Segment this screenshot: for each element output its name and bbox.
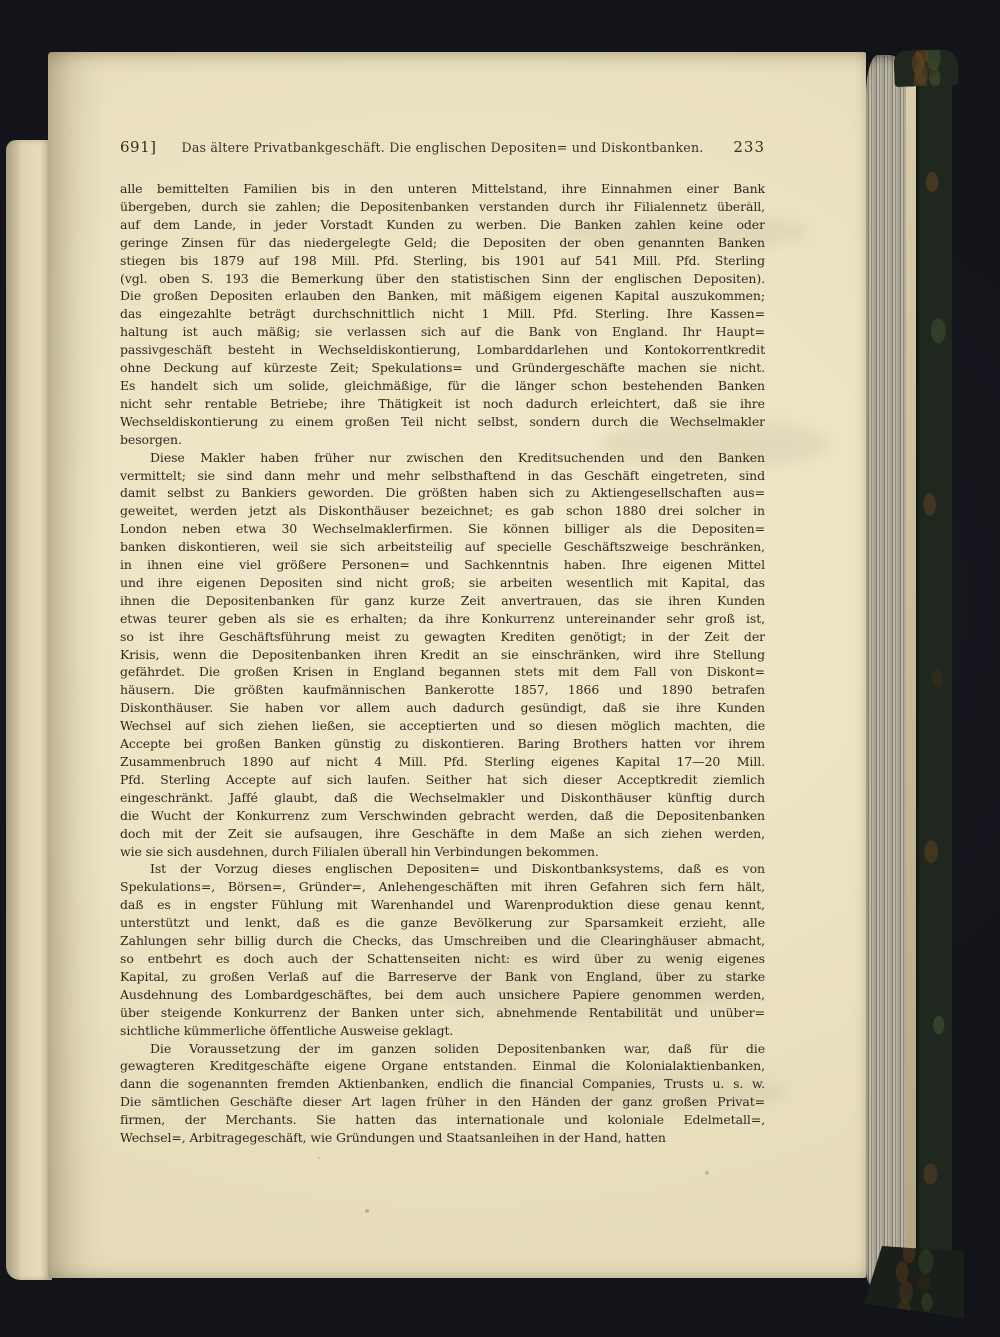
text-body [120, 180, 765, 1152]
text-line: Ausdehnung des Lombardgeschäftes, bei dem auch unsichere Papiere genommen werden, [120, 986, 765, 1002]
text-line: Spekulations=, Börsen=, Gründer=, Anlehengeschäften mit ihren Gefahren sich fern hält, [120, 879, 765, 895]
running-title: Das ältere Privatbankgeschäft. Die englischen Depositen= und Diskontbanken. [181, 140, 704, 155]
text-line: Wechsel=, Arbitragegeschäft, wie Gründungen und Staatsanleihen in der Hand, hatten [120, 1130, 666, 1146]
text-line: auf dem Lande, in jeder Vorstadt Kunden zu werben. Die Banken zahlen keine oder [120, 216, 765, 232]
text-line: in ihnen eine viel größere Personen= und Sachkenntnis haben. Ihre eigenen Mittel [120, 557, 765, 573]
text-line: Pfd. Sterling Accepte auf sich laufen. Seither hat sich dieser Acceptkredit ziemlich [120, 771, 765, 787]
text-line: ohne Deckung auf kürzeste Zeit; Spekulations= und Gründergeschäfte machen sie nicht. [120, 360, 765, 376]
text-line: und ihre eigenen Depositen sind nicht groß; sie arbeiten wesentlich mit Kapital, das [120, 574, 765, 590]
text-line: so ist ihre Geschäftsführung meist zu gewagten Krediten genötigt; in der Zeit der [120, 628, 765, 644]
text-line: übergeben, durch sie zahlen; die Depositenbanken verstanden durch ihr Filialennetz überall, [120, 198, 765, 214]
text-line: Diese Makler haben früher nur zwischen den Kreditsuchenden und den Banken [150, 449, 765, 465]
text-line: so entbehrt es doch auch der Schattenseiten nicht: es wird über zu wenig eigenes [120, 950, 765, 966]
text-line: (vgl. oben S. 193 die Bemerkung über den statistischen Sinn der englischen Depositen). [120, 270, 765, 286]
book-cover-corner-top [893, 49, 958, 87]
text-line: firmen, der Merchants. Sie hatten das internationale und koloniale Edelmetall=, [120, 1112, 765, 1128]
text-line: Accepte bei großen Banken günstig zu diskontieren. Baring Brothers hatten vor ihrem [120, 736, 765, 752]
text-line: damit selbst zu Bankiers geworden. Die größten haben sich zu Aktiengesellschaften aus= [120, 485, 765, 501]
text-line: vermittelt; sie sind dann mehr und mehr selbsthaftend in das Geschäft eingetreten, sind [120, 467, 765, 483]
text-line: Ist der Vorzug dieses englischen Depositen= und Diskontbanksystems, daß es von [150, 861, 765, 877]
text-line: ihnen die Depositenbanken für ganz kurze Zeit anvertrauen, das sie ihren Kunden [120, 592, 765, 608]
text-line: häusern. Die größten kaufmännischen Bankerotte 1857, 1866 und 1890 betrafen [120, 682, 765, 698]
text-line: daß es in engster Fühlung mit Warenhandel und Warenproduktion diese genau kennt, [120, 897, 765, 913]
page-number: 233 [733, 138, 765, 156]
text-line: Die großen Depositen erlauben den Banken, mit mäßigem eigenen Kapital auszukommen; [120, 288, 765, 304]
text-line: banken diskontieren, weil sie sich arbeitsteilig auf specielle Geschäftszweige beschränken, [120, 539, 765, 555]
text-line: gewagteren Kreditgeschäfte eigene Organe entstanden. Einmal die Kolonialaktienbanken, [120, 1058, 765, 1074]
text-line: Zahlungen sehr billig durch die Checks, das Umschreiben und die Clearinghäuser abmacht, [120, 933, 765, 949]
text-line: London neben etwa 30 Wechselmaklerfirmen. Sie können billiger als die Depositen= [120, 521, 765, 537]
text-line: das eingezahlte beträgt durchschnittlich nicht 1 Mill. Pfd. Sterling. Ihre Kassen= [120, 306, 765, 322]
text-line: besorgen. [120, 431, 182, 447]
paper-specks [48, 52, 50, 54]
text-line: dann die sogenannten fremden Aktienbanken, endlich die financial Companies, Trusts u. s. w. [120, 1076, 765, 1092]
underlying-page-edge [6, 140, 52, 1280]
text-line: Krisis, wenn die Depositenbanken ihren Kredit an sie einschränken, wird ihre Stellung [120, 646, 765, 662]
folio-number: 691] [120, 138, 157, 156]
page-header [120, 138, 765, 158]
text-line: Wechseldiskontierung zu einem großen Teil nicht selbst, sondern durch die Wechselmakler [120, 413, 765, 429]
book-cover-corner-bottom [864, 1246, 964, 1318]
text-line: über steigende Konkurrenz der Banken unter sich, abnehmende Rentabilität und unüber= [120, 1004, 765, 1020]
text-line: die Wucht der Konkurrenz zum Verschwinden gebracht werden, daß die Depositenbanken [120, 807, 765, 823]
text-line: nicht sehr rentable Betriebe; ihre Thätigkeit ist noch dadurch erleichtert, daß sie ihre [120, 395, 765, 411]
text-line: Zusammenbruch 1890 auf nicht 4 Mill. Pfd. Sterling eigenes Kapital 17—20 Mill. [120, 754, 765, 769]
text-line: wie sie sich ausdehnen, durch Filialen überall hin Verbindungen bekommen. [120, 843, 599, 859]
text-line: etwas teurer geben als sie es erhalten; da ihre Konkurrenz untereinander sehr groß ist, [120, 610, 765, 626]
text-line: geringe Zinsen für das niedergelegte Geld; die Depositen der oben genannten Banken [120, 234, 765, 250]
text-line: gefährdet. Die großen Krisen in England begannen stets mit dem Fall von Diskont= [120, 664, 765, 680]
text-line: Die sämtlichen Geschäfte dieser Art lagen früher in den Händen der ganz großen Privat= [120, 1094, 765, 1110]
text-line: haltung ist auch mäßig; sie verlassen sich auf die Bank von England. Ihr Haupt= [120, 324, 765, 340]
text-line: sichtliche kümmerliche öffentliche Ausweise geklagt. [120, 1022, 454, 1038]
text-line: passivgeschäft besteht in Wechseldiskontierung, Lombarddarlehen und Kontokorrentkredit [120, 342, 765, 358]
book-cover-edge [916, 58, 952, 1298]
book-page [48, 52, 866, 1278]
text-line: Wechsel auf sich ziehen ließen, sie acceptierten und so diesen möglich machten, die [120, 718, 765, 734]
text-line: alle bemittelten Familien bis in den unteren Mittelstand, ihre Einnahmen einer Bank [120, 181, 765, 196]
text-line: eingeschränkt. Jaffé glaubt, daß die Wechselmakler und Diskonthäuser künftig durch [120, 789, 765, 805]
text-line: Kapital, zu großen Verlaß auf die Barreserve der Bank von England, über zu starke [120, 968, 765, 984]
text-line: stiegen bis 1879 auf 198 Mill. Pfd. Sterling, bis 1901 auf 541 Mill. Pfd. Sterling [120, 252, 765, 268]
text-line: doch mit der Zeit sie aufsaugen, ihre Geschäfte in dem Maße an sich ziehen werden, [120, 825, 765, 841]
text-line: Diskonthäuser. Sie haben vor allem auch dadurch gesündigt, daß sie ihre Kunden [120, 700, 765, 716]
text-line: Die Voraussetzung der im ganzen soliden Depositenbanken war, daß für die [150, 1040, 765, 1056]
text-line: Es handelt sich um solide, gleichmäßige, für die länger schon bestehenden Banken [120, 377, 765, 393]
text-line: geweitet, werden jetzt als Diskonthäuser bezeichnet; es gab schon 1880 drei solcher in [120, 503, 765, 519]
text-line: unterstützt und lenkt, daß es die ganze Bevölkerung zur Sparsamkeit erzieht, alle [120, 915, 765, 931]
fore-edge-page-stack [866, 55, 908, 1287]
